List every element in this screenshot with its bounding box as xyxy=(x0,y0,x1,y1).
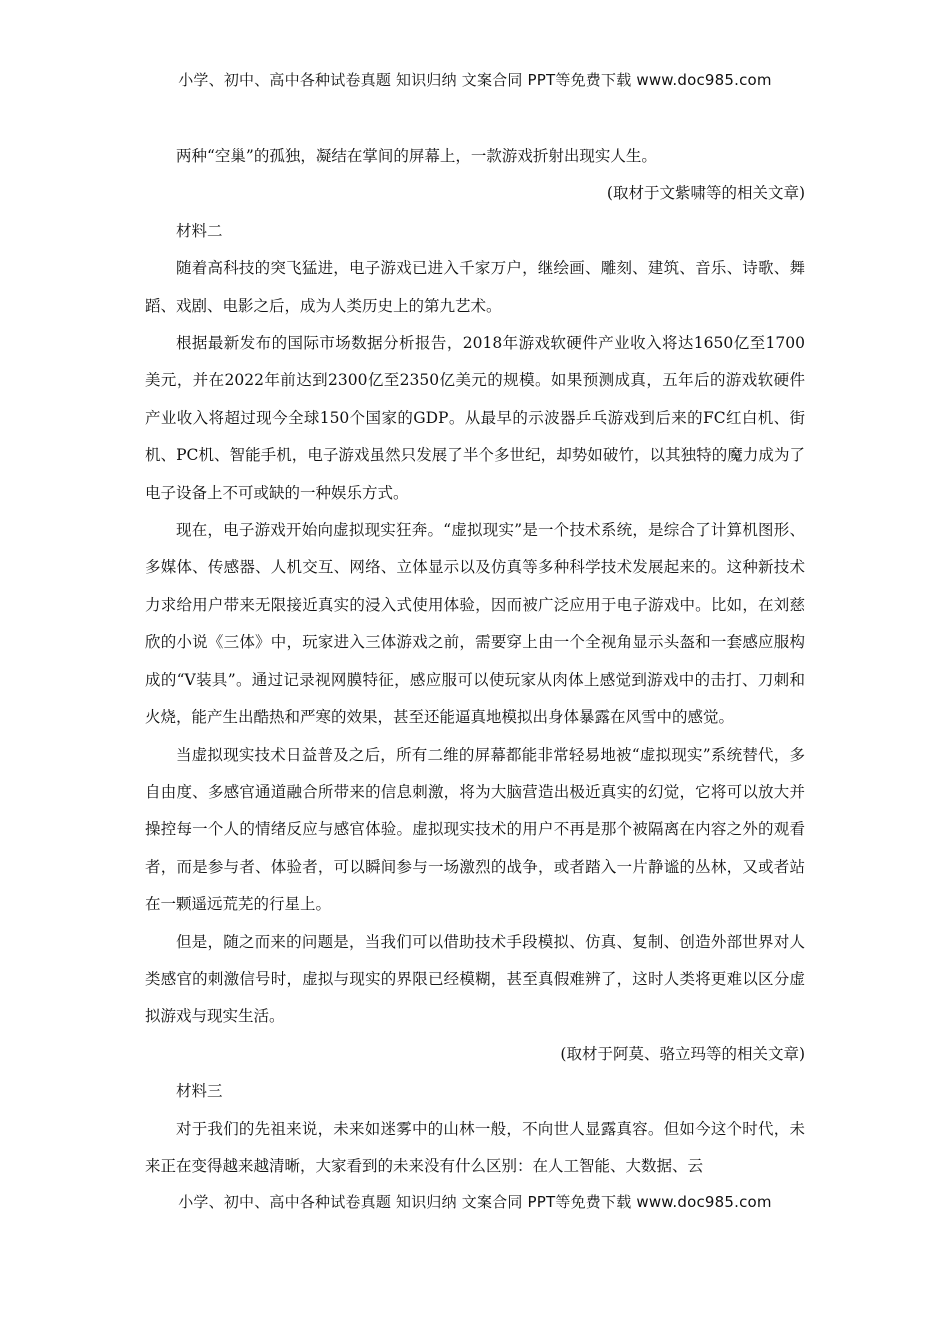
paragraph: 当虚拟现实技术日益普及之后，所有二维的屏幕都能非常轻易地被“虚拟现实”系统替代，多自由度、多感官通道融合所带来的信息刺激，将为大脑营造出极近真实的幻觉，它将可以放大并操控每一个人的情绪反应与感官体验。虚拟现实技术的用户不再是那个被隔离在内容之外的观看者，而是参与者、体验者，可以瞬间参与一场激烈的战争，或者踏入一片静谧的丛林，又或者站在一颗遥远荒芜的行星上。 xyxy=(145,745,805,914)
paragraph: 根据最新发布的国际市场数据分析报告，2018年游戏软硬件产业收入将达1650亿至1700美元，并在2022年前达到2300亿至2350亿美元的规模。如果预测成真，五年后的游戏软硬件产业收入将超过现今全球150个国家的GDP。从最早的示波器乒乓游戏到后来的FC红白机、街机、PC机、智能手机，电子游戏虽然只发展了半个多世纪，却势如破竹，以其独特的魔力成为了电子设备上不可或缺的一种娱乐方式。 xyxy=(145,334,805,502)
paragraph: 随着高科技的突飞猛进，电子游戏已进入千家万户，继绘画、雕刻、建筑、音乐、诗歌、舞蹈、戏剧、电影之后，成为人类历史上的第九艺术。 xyxy=(145,259,805,315)
section-label: 材料三 xyxy=(176,1082,223,1101)
document-body xyxy=(145,138,805,1185)
page-header: 小学、初中、高中各种试卷真题 知识归纳 文案合同 PPT等免费下载 www.doc985.com xyxy=(178,71,772,89)
paragraph: 但是，随之而来的问题是，当我们可以借助技术手段模拟、仿真、复制、创造外部世界对人类感官的刺激信号时，虚拟与现实的界限已经模糊，甚至真假难辨了，这时人类将更难以区分虚拟游戏与现实生活。 xyxy=(145,932,805,1026)
section-label: 材料二 xyxy=(176,221,223,240)
paragraph: 两种“空巢”的孤独，凝结在掌间的屏幕上，一款游戏折射出现实人生。 xyxy=(176,147,657,165)
paragraph: 对于我们的先祖来说，未来如迷雾中的山林一般，不向世人显露真容。但如今这个时代，未来正在变得越来越清晰，大家看到的未来没有什么区别：在人工智能、大数据、云 xyxy=(145,1119,805,1175)
source-citation: (取材于阿莫、骆立玛等的相关文章) xyxy=(560,1044,805,1063)
paragraph: 现在，电子游戏开始向虚拟现实狂奔。“虚拟现实”是一个技术系统，是综合了计算机图形、多媒体、传感器、人机交互、网络、立体显示以及仿真等多种科学技术发展起来的。这种新技术力求给用户带来无限接近真实的浸入式使用体验，因而被广泛应用于电子游戏中。比如，在刘慈欣的小说《三体》中，玩家进入三体游戏之前，需要穿上由一个全视角显示头盔和一套感应服构成的“V装具”。通过记录视网膜特征，感应服可以使玩家从肉体上感觉到游戏中的击打、刀刺和火烧，能产生出酷热和严寒的效果，甚至还能逼真地模拟出身体暴露在风雪中的感觉。 xyxy=(145,521,805,727)
source-citation: (取材于文紫啸等的相关文章) xyxy=(606,184,805,203)
page-footer: 小学、初中、高中各种试卷真题 知识归纳 文案合同 PPT等免费下载 www.doc985.com xyxy=(178,1193,772,1211)
